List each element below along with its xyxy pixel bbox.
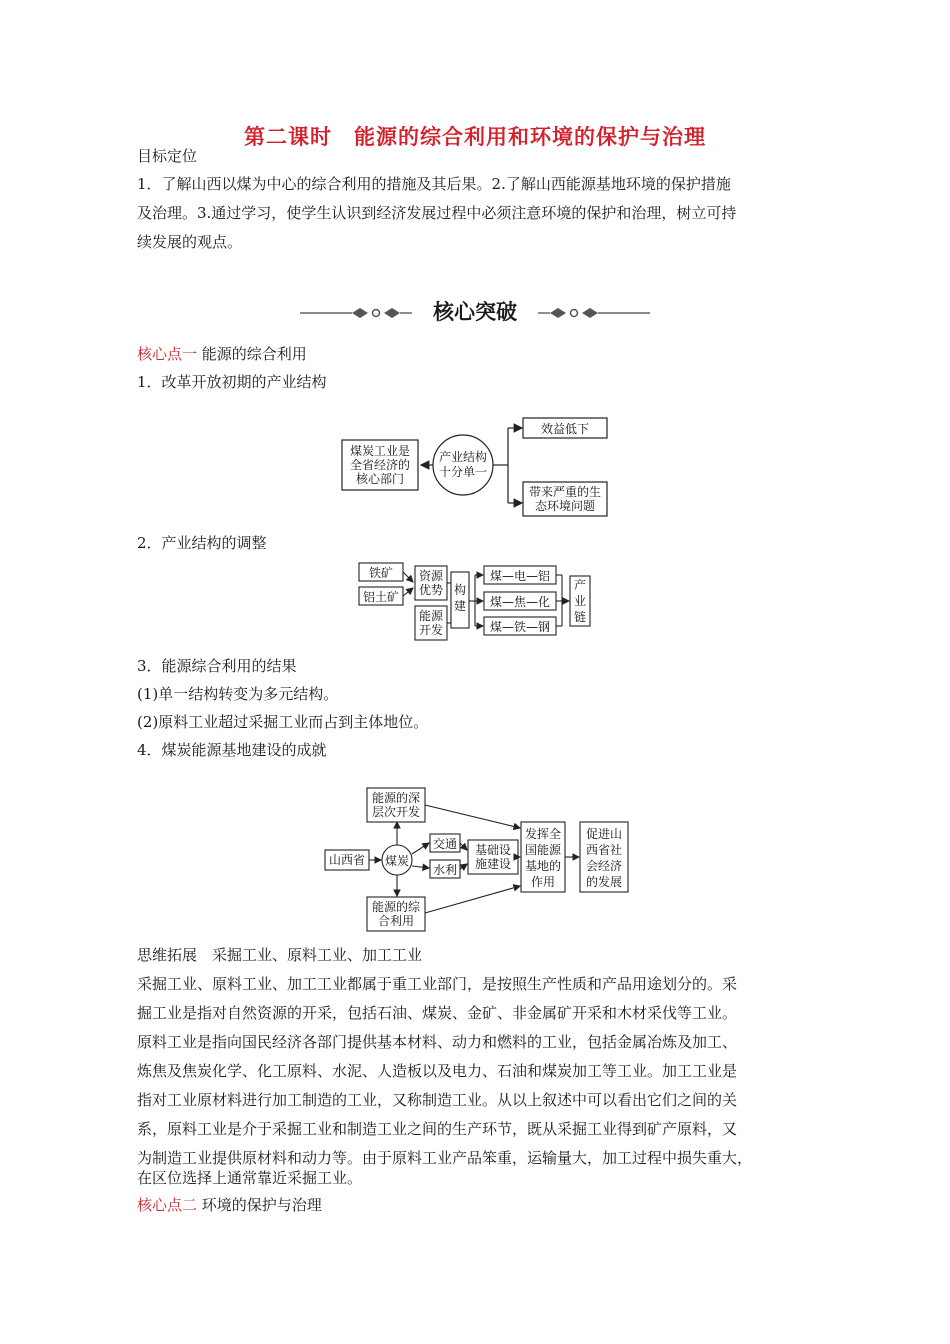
deep-development-1: 能源的深	[371, 791, 421, 805]
result-item-1: (1)单一结构转变为多元结构。	[137, 685, 339, 703]
low-efficiency-text: 效益低下	[540, 422, 590, 436]
coal-core-line-1: 煤炭工业是	[349, 444, 411, 458]
extension-line-2: 掘工业是指对自然资源的开采，包括石油、煤炭、金矿、非金属矿开采和木材采伐等工业。	[137, 1004, 738, 1022]
deep-development-2: 层次开发	[371, 805, 421, 819]
core-point-2	[137, 1191, 322, 1219]
extension-line-1: 采掘工业、原料工业、加工工业都属于重工业部门，是按照生产性质和产品用途划分的。采	[137, 975, 738, 993]
infrastructure-1: 基础设	[474, 843, 512, 857]
coal-core-line-3: 核心部门	[355, 472, 405, 486]
page-title: 第二课时 能源的综合利用和环境的保护与治理	[244, 125, 706, 149]
objectives-line-2: 及治理。3.通过学习，使学生认识到经济发展过程中必须注意环境的保护和治理，树立可持	[137, 204, 737, 222]
chain-result-2: 业	[573, 594, 587, 608]
extension-line-5: 指对工业原材料进行加工制造的工业，又称制造工业。从以上叙述中可以看出它们之间的关	[137, 1091, 738, 1109]
chain-aluminum: 煤—电—铝	[489, 569, 551, 583]
core-point-1-text: 能源的综合利用	[201, 345, 307, 363]
core-point-2-label: 核心点二	[137, 1196, 198, 1214]
national-role-1: 发挥全	[524, 827, 562, 841]
chain-steel: 煤—铁—钢	[489, 620, 551, 634]
result-item-2: (2)原料工业超过采掘工业而占到主体地位。	[137, 713, 429, 731]
bauxite-label: 铝土矿	[362, 590, 400, 604]
core-point-1	[137, 340, 307, 368]
section-3-heading: 3．能源综合利用的结果	[137, 657, 297, 675]
objectives-heading: 目标定位	[137, 147, 198, 165]
resource-advantage-1: 资源	[418, 569, 444, 583]
eco-problem-line-1: 带来严重的生	[528, 485, 602, 499]
industry-adjustment-diagram	[355, 558, 600, 643]
objectives-line-3: 续发展的观点。	[137, 233, 243, 251]
extension-line-4: 炼焦及焦炭化学、化工原料、水泥、人造板以及电力、石油和煤炭加工等工业。加工工业是	[137, 1062, 738, 1080]
chain-result-3: 链	[573, 610, 587, 624]
infrastructure-2: 施建设	[474, 857, 512, 871]
promote-development-1: 促进山	[585, 827, 623, 841]
coal-core-line-2: 全省经济的	[349, 458, 411, 472]
resource-advantage-2: 优势	[418, 583, 444, 597]
promote-development-3: 会经济	[585, 859, 623, 873]
build-2: 建	[453, 599, 467, 613]
promote-development-4: 的发展	[585, 875, 623, 889]
energy-development-1: 能源	[418, 609, 444, 623]
promote-development-2: 西省社	[585, 843, 623, 857]
comprehensive-use-2: 合利用	[377, 914, 415, 928]
core-point-1-label: 核心点一	[137, 345, 198, 363]
extension-line-3: 原料工业是指向国民经济各部门提供基本材料、动力和燃料的工业，包括金属冶炼及加工、	[137, 1033, 738, 1051]
comprehensive-use-1: 能源的综	[371, 900, 421, 914]
extension-line-6: 系，原料工业是介于采掘工业和制造工业之间的生产环节，既从采掘工业得到矿产原料，又	[137, 1120, 738, 1138]
section-1-heading: 1．改革开放初期的产业结构	[137, 373, 327, 391]
build-1: 构	[453, 583, 467, 597]
eco-problem-line-2: 态环境问题	[534, 499, 596, 513]
section-banner-title: 核心突破	[433, 300, 517, 324]
coal-base-achievement-diagram	[320, 782, 635, 932]
extension-line-7: 为制造工业提供原材料和动力等。由于原料工业产品笨重，运输量大，加工过程中损失重大，	[137, 1149, 753, 1167]
extension-heading: 思维拓展 采掘工业、原料工业、加工工业	[137, 946, 423, 964]
energy-development-2: 开发	[418, 623, 444, 637]
national-role-2: 国能源	[524, 843, 562, 857]
single-structure-line-1: 产业结构	[438, 450, 488, 464]
section-4-heading: 4．煤炭能源基地建设的成就	[137, 741, 327, 759]
extension-line-8: 在区位选择上通常靠近采掘工业。	[137, 1169, 363, 1187]
iron-ore-label: 铁矿	[368, 566, 394, 580]
chain-result-1: 产	[573, 578, 587, 592]
coal-center-label: 煤炭	[384, 854, 410, 868]
core-point-2-text: 环境的保护与治理	[201, 1196, 322, 1214]
province-label: 山西省	[328, 853, 366, 867]
chain-chemical: 煤—焦—化	[489, 595, 551, 609]
water-label: 水利	[432, 863, 458, 877]
national-role-4: 作用	[530, 875, 556, 889]
section-2-heading: 2．产业结构的调整	[137, 534, 267, 552]
traffic-label: 交通	[432, 837, 458, 851]
objectives-line-1: 1．了解山西以煤为中心的综合利用的措施及其后果。2.了解山西能源基地环境的保护措施	[137, 175, 731, 193]
national-role-3: 基地的	[524, 859, 562, 873]
single-structure-line-2: 十分单一	[438, 465, 488, 479]
industry-structure-diagram	[330, 410, 620, 520]
